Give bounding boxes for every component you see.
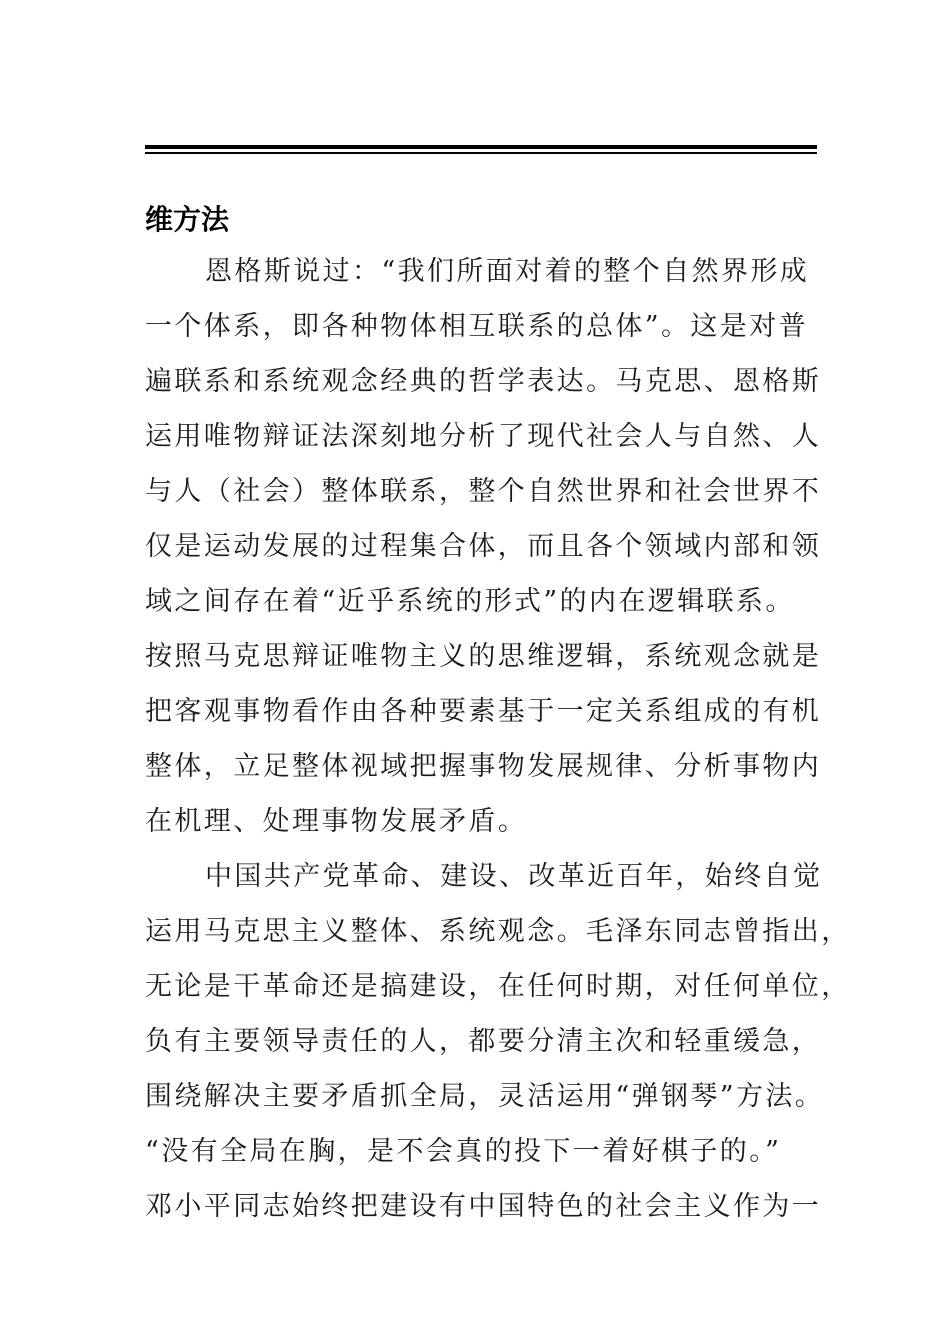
paragraph-1-line-3: 遍联系和系统观念经典的哲学表达。马克思、恩格斯 (145, 366, 822, 397)
paragraph-1-line-7: 域之间存在着“近乎系统的形式”的内在逻辑联系。 (145, 586, 795, 617)
paragraph-1-line-5: 与人（社会）整体联系，整个自然世界和社会世界不 (145, 476, 822, 507)
paragraph-1-line-8: 按照马克思辩证唯物主义的思维逻辑，系统观念就是 (145, 641, 822, 672)
paragraph-2-line-7: 邓小平同志始终把建设有中国特色的社会主义作为一 (145, 1191, 822, 1222)
paragraph-2-line-1: 中国共产党革命、建设、改革近百年，始终自觉 (205, 861, 823, 892)
paragraph-1-line-11: 在机理、处理事物发展矛盾。 (145, 806, 528, 837)
paragraph-1-line-9: 把客观事物看作由各种要素基于一定关系组成的有机 (145, 696, 822, 727)
body-text (145, 244, 851, 1234)
section-heading: 维方法 (145, 203, 230, 236)
paragraph-1-line-2: 一个体系，即各种物体相互联系的总体”。这是对普 (145, 311, 809, 342)
paragraph-1-line-6: 仅是运动发展的过程集合体，而且各个领域内部和领 (145, 531, 822, 562)
paragraph-2-line-6: “没有全局在胸，是不会真的投下一着好棋子的。” (145, 1136, 782, 1167)
header-double-rule (145, 145, 817, 155)
header-rule-thick (145, 145, 817, 149)
paragraph-1-line-10: 整体，立足整体视域把握事物发展规律、分析事物内 (145, 751, 822, 782)
paragraph-2-line-3: 无论是干革命还是搞建设，在任何时期，对任何单位， (145, 971, 851, 1002)
paragraph-2-line-5: 围绕解决主要矛盾抓全局，灵活运用“弹钢琴”方法。 (145, 1081, 825, 1112)
paragraph-2-line-2: 运用马克思主义整体、系统观念。毛泽东同志曾指出， (145, 916, 851, 947)
paragraph-2-line-4: 负有主要领导责任的人，都要分清主次和轻重缓急， (145, 1026, 822, 1057)
paragraph-1-line-1: 恩格斯说过：“我们所面对着的整个自然界形成 (205, 256, 810, 287)
header-rule-thin (145, 152, 817, 154)
paragraph-1-line-4: 运用唯物辩证法深刻地分析了现代社会人与自然、人 (145, 421, 822, 452)
